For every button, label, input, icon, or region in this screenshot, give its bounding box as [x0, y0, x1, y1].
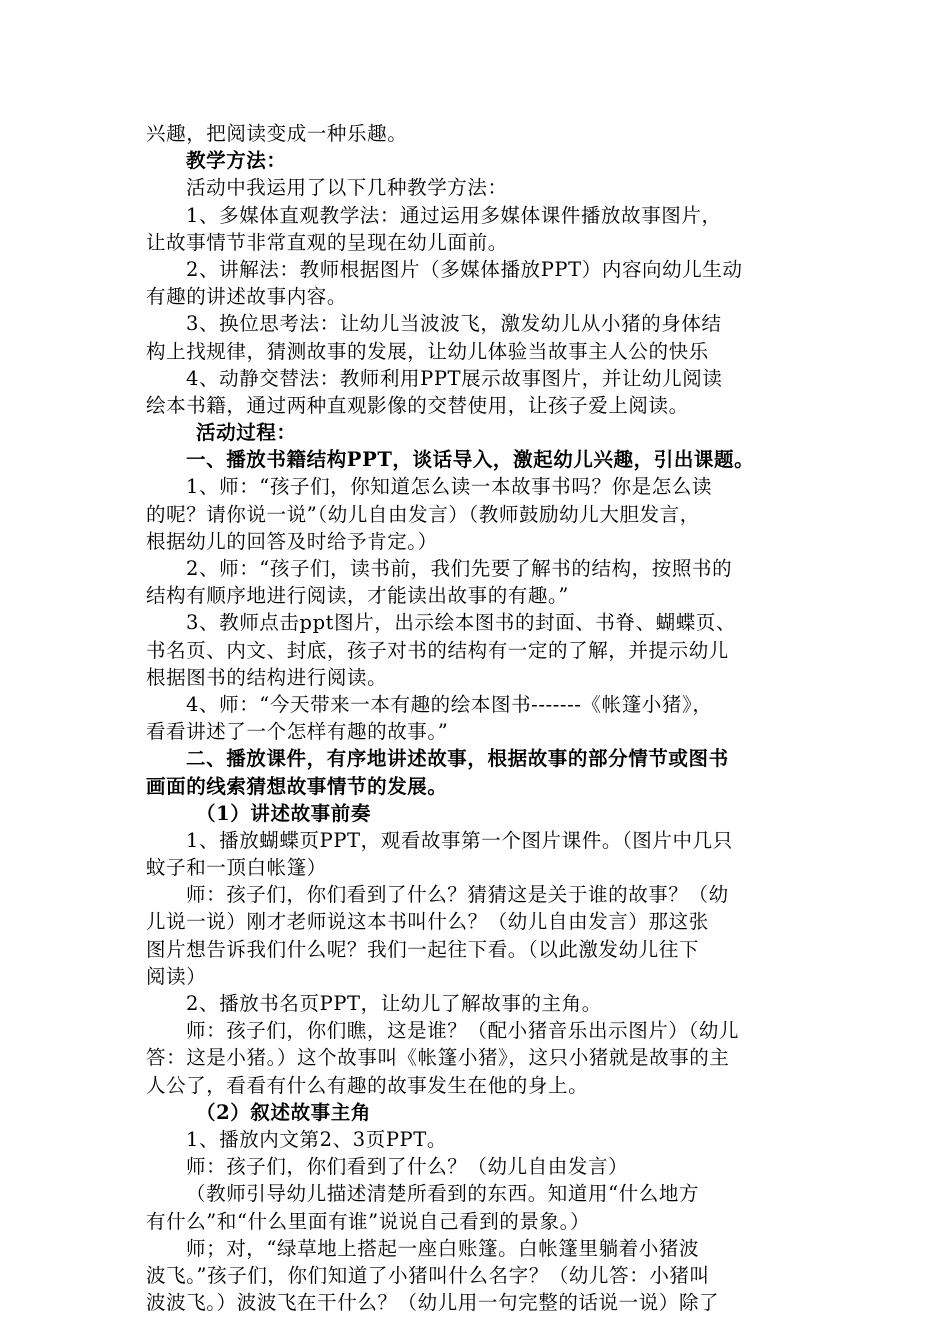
heading-line: 活动过程： [196, 421, 297, 445]
text-line: 3、教师点击ppt图片，出示绘本图书的封面、书脊、蝴蝶页、 [186, 611, 737, 635]
text-line: 4、师：“今天带来一本有趣的绘本图书-------《帐篷小猪》， [186, 692, 713, 716]
text-line: 师：孩子们，你们看到了什么？（幼儿自由发言） [186, 1155, 629, 1179]
text-line: 的呢？请你说一说”（幼儿自由发言）（教师鼓励幼儿大胆发言， [146, 502, 700, 526]
heading-line: 画面的线索猜想故事情节的发展。 [146, 774, 448, 798]
text-line: 根据幼儿的回答及时给予肯定。） [146, 529, 438, 553]
text-line: 有什么”和“什么里面有谁”说说自己看到的景象。） [146, 1209, 591, 1233]
text-line: 1、播放蝴蝶页PPT，观看故事第一个图片课件。（图片中几只 [186, 828, 733, 852]
text-line: 兴趣，把阅读变成一种乐趣。 [146, 122, 408, 145]
text-line: 3、换位思考法：让幼儿当波波飞，激发幼儿从小猪的身体结 [186, 312, 722, 336]
text-line: 4、动静交替法：教师利用PPT展示故事图片，并让幼儿阅读 [186, 366, 723, 390]
text-line: 活动中我运用了以下几种教学方法： [186, 176, 508, 200]
text-line: 阅读） [146, 964, 207, 988]
text-line: 2、播放书名页PPT，让幼儿了解故事的主角。 [186, 992, 602, 1015]
text-line: 师；对，“绿草地上搭起一座白账篷。白帐篷里躺着小猪波 [186, 1236, 700, 1260]
text-line: 绘本书籍，通过两种直观影像的交替使用，让孩子爱上阅读。 [146, 393, 689, 417]
text-line: 让故事情节非常直观的呈现在幼儿面前。 [146, 230, 508, 254]
heading-line: （2）叙述故事主角 [196, 1100, 371, 1124]
text-line: 答：这是小猪。）这个故事叫《帐篷小猪》，这只小猪就是故事的主 [146, 1046, 730, 1070]
text-line: 书名页、内文、封底，孩子对书的结构有一定的了解，并提示幼儿 [146, 638, 729, 662]
text-line: 1、播放内文第2、3页PPT。 [186, 1127, 447, 1151]
heading-line: （1）讲述故事前奏 [196, 801, 371, 825]
text-line: 根据图书的结构进行阅读。 [146, 665, 388, 689]
text-line: 师：孩子们，你们瞧，这是谁？（配小猪音乐出示图片）（幼儿 [186, 1019, 740, 1043]
text-line: 看看讲述了一个怎样有趣的故事。” [146, 720, 449, 744]
document-page [146, 120, 808, 1316]
text-line: 师：孩子们，你们看到了什么？猜猜这是关于谁的故事？（幼 [186, 883, 729, 907]
text-line: 有趣的讲述故事内容。 [146, 285, 348, 309]
text-line: 蚊子和一顶白帐篷） [146, 856, 327, 880]
text-line: 1、师：“孩子们，你知道怎么读一本故事书吗？你是怎么读 [186, 475, 713, 499]
heading-line: 二、播放课件，有序地讲述故事，根据故事的部分情节或图书 [186, 747, 729, 771]
text-line: 构上找规律，猜测故事的发展，让幼儿体验当故事主人公的快乐 [146, 339, 709, 363]
heading-line: 教学方法： [186, 149, 287, 173]
text-line: 儿说一说）刚才老师说这本书叫什么？（幼儿自由发言）那这张 [146, 910, 709, 934]
text-line: 人公了，看看有什么有趣的故事发生在他的身上。 [146, 1073, 589, 1097]
heading-line: 一、播放书籍结构PPT，谈话导入，激起幼儿兴趣，引出课题。 [186, 448, 755, 472]
text-line: 2、讲解法：教师根据图片（多媒体播放PPT）内容向幼儿生动 [186, 257, 743, 281]
text-line: 2、师：“孩子们，读书前，我们先要了解书的结构，按照书的 [186, 557, 733, 580]
text-line: 图片想告诉我们什么呢？我们一起往下看。（以此激发幼儿往下 [146, 937, 700, 961]
text-line: 1、多媒体直观教学法：通过运用多媒体课件播放故事图片， [186, 203, 722, 227]
text-line: （教师引导幼儿描述清楚所看到的东西。知道用“什么地方 [186, 1182, 700, 1206]
text-line: 波波飞。）波波飞在干什么？（幼儿用一句完整的话说一说）除了 [146, 1291, 720, 1315]
text-line: 结构有顺序地进行阅读，才能读出故事的有趣。” [146, 584, 569, 608]
text-line: 波飞。”孩子们，你们知道了小猪叫什么名字？（幼儿答：小猪叫 [146, 1263, 710, 1287]
